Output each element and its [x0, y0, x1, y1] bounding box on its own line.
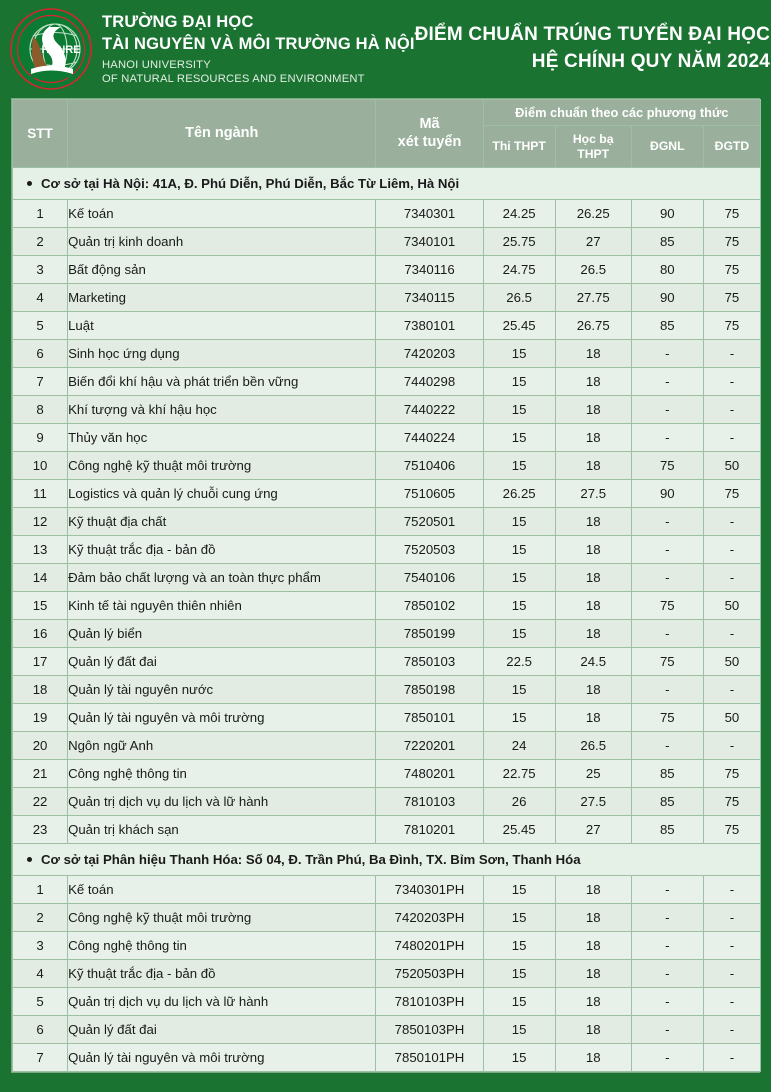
row-admission-code: 7850198: [376, 676, 483, 704]
row-index: 12: [13, 508, 68, 536]
row-admission-code: 7520503PH: [376, 960, 483, 988]
row-score-hoc-ba: 26.75: [555, 312, 631, 340]
row-score-thi-thpt: 15: [483, 452, 555, 480]
row-score-dgtd: 75: [703, 816, 760, 844]
row-score-hoc-ba: 18: [555, 704, 631, 732]
row-score-dgtd: -: [703, 536, 760, 564]
row-index: 4: [13, 960, 68, 988]
row-admission-code: 7480201PH: [376, 932, 483, 960]
table-row: [13, 312, 761, 340]
row-score-thi-thpt: 24: [483, 732, 555, 760]
row-score-dgnl: -: [631, 620, 703, 648]
row-score-thi-thpt: 15: [483, 988, 555, 1016]
col-header-dgnl: ĐGNL: [631, 126, 703, 168]
table-row: [13, 932, 761, 960]
col-header-hoc-ba-line1: Học bạ: [572, 132, 614, 147]
campus-section-label: [13, 168, 761, 200]
row-admission-code: 7420203PH: [376, 904, 483, 932]
row-major-name: Quản trị khách sạn: [68, 816, 376, 844]
row-score-dgtd: -: [703, 620, 760, 648]
university-line-1: TRƯỜNG ĐẠI HỌC: [102, 13, 254, 32]
row-major-name: Khí tượng và khí hậu học: [68, 396, 376, 424]
row-score-dgtd: -: [703, 368, 760, 396]
row-score-thi-thpt: 15: [483, 932, 555, 960]
table-row: [13, 788, 761, 816]
university-subtitle-1: HANOI UNIVERSITY: [102, 58, 211, 71]
row-score-thi-thpt: 15: [483, 1044, 555, 1072]
row-score-hoc-ba: 18: [555, 676, 631, 704]
row-score-dgtd: 50: [703, 648, 760, 676]
row-score-dgnl: 85: [631, 312, 703, 340]
col-header-admission-code-line1: Mã: [419, 116, 440, 133]
row-score-dgtd: -: [703, 876, 760, 904]
scores-table-container: [11, 98, 760, 1073]
table-row: [13, 704, 761, 732]
row-score-dgnl: -: [631, 564, 703, 592]
row-major-name: Quản lý tài nguyên nước: [68, 676, 376, 704]
campus-section-row: [13, 168, 761, 200]
table-row: [13, 988, 761, 1016]
row-index: 3: [13, 932, 68, 960]
row-score-hoc-ba: 18: [555, 1044, 631, 1072]
row-admission-code: 7850101PH: [376, 1044, 483, 1072]
row-admission-code: 7340101: [376, 228, 483, 256]
row-score-dgnl: -: [631, 508, 703, 536]
campus-section-row: [13, 844, 761, 876]
table-header-row-1: [13, 100, 761, 126]
table-row: [13, 284, 761, 312]
row-score-thi-thpt: 15: [483, 904, 555, 932]
table-row: [13, 960, 761, 988]
row-score-dgnl: 90: [631, 480, 703, 508]
campus-section-text: Cơ sở tại Hà Nội: 41A, Đ. Phú Diễn, Phú Diễn, Bắc Từ Liêm, Hà Nội: [41, 176, 460, 191]
row-admission-code: 7440222: [376, 396, 483, 424]
table-row: [13, 508, 761, 536]
row-score-hoc-ba: 18: [555, 564, 631, 592]
row-score-thi-thpt: 15: [483, 876, 555, 904]
row-score-hoc-ba: 18: [555, 340, 631, 368]
row-index: 3: [13, 256, 68, 284]
row-admission-code: 7480201: [376, 760, 483, 788]
row-score-dgnl: -: [631, 368, 703, 396]
row-index: 4: [13, 284, 68, 312]
row-index: 14: [13, 564, 68, 592]
row-index: 7: [13, 1044, 68, 1072]
table-row: [13, 1016, 761, 1044]
row-score-dgtd: -: [703, 564, 760, 592]
table-row: [13, 676, 761, 704]
row-index: 2: [13, 228, 68, 256]
row-admission-code: 7850103: [376, 648, 483, 676]
row-index: 9: [13, 424, 68, 452]
table-row: [13, 228, 761, 256]
university-line-2: TÀI NGUYÊN VÀ MÔI TRƯỜNG HÀ NỘI: [102, 34, 415, 53]
university-name-block: [102, 12, 415, 85]
row-index: 5: [13, 312, 68, 340]
page-title-line-2: HỆ CHÍNH QUY NĂM 2024: [531, 51, 771, 72]
row-admission-code: 7440224: [376, 424, 483, 452]
row-score-thi-thpt: 15: [483, 340, 555, 368]
row-score-dgnl: 90: [631, 284, 703, 312]
row-index: 10: [13, 452, 68, 480]
col-header-hoc-ba-line2: THPT: [577, 146, 610, 161]
table-body: [13, 168, 761, 1072]
col-header-thi-thpt: Thi THPT: [483, 126, 555, 168]
row-major-name: Công nghệ thông tin: [68, 932, 376, 960]
campus-section-text: Cơ sở tại Phân hiệu Thanh Hóa: Số 04, Đ. Trần Phú, Ba Đình, TX. Bỉm Sơn, Thanh Hóa: [41, 852, 581, 867]
row-score-thi-thpt: 25.45: [483, 312, 555, 340]
row-major-name: Kinh tế tài nguyên thiên nhiên: [68, 592, 376, 620]
row-admission-code: 7340301PH: [376, 876, 483, 904]
row-score-hoc-ba: 26.25: [555, 200, 631, 228]
row-score-dgnl: 85: [631, 816, 703, 844]
row-score-thi-thpt: 15: [483, 536, 555, 564]
row-score-dgtd: 50: [703, 592, 760, 620]
row-admission-code: 7520503: [376, 536, 483, 564]
row-major-name: Công nghệ kỹ thuật môi trường: [68, 452, 376, 480]
table-row: [13, 592, 761, 620]
row-score-dgtd: 75: [703, 284, 760, 312]
table-row: [13, 424, 761, 452]
row-score-dgtd: 50: [703, 704, 760, 732]
row-score-dgtd: 75: [703, 200, 760, 228]
row-score-dgtd: 75: [703, 228, 760, 256]
row-major-name: Kỹ thuật địa chất: [68, 508, 376, 536]
row-admission-code: 7810201: [376, 816, 483, 844]
row-index: 6: [13, 1016, 68, 1044]
row-score-thi-thpt: 15: [483, 592, 555, 620]
row-score-dgnl: -: [631, 932, 703, 960]
row-admission-code: 7850103PH: [376, 1016, 483, 1044]
row-score-thi-thpt: 15: [483, 1016, 555, 1044]
row-score-dgtd: 75: [703, 256, 760, 284]
row-major-name: Kỹ thuật trắc địa - bản đồ: [68, 536, 376, 564]
table-row: [13, 876, 761, 904]
row-score-dgnl: -: [631, 676, 703, 704]
row-major-name: Biến đổi khí hậu và phát triển bền vững: [68, 368, 376, 396]
row-score-thi-thpt: 22.5: [483, 648, 555, 676]
row-index: 13: [13, 536, 68, 564]
row-major-name: Kế toán: [68, 876, 376, 904]
row-score-thi-thpt: 26: [483, 788, 555, 816]
row-score-hoc-ba: 18: [555, 932, 631, 960]
row-index: 7: [13, 368, 68, 396]
row-major-name: Quản trị dịch vụ du lịch và lữ hành: [68, 988, 376, 1016]
row-score-thi-thpt: 15: [483, 368, 555, 396]
table-row: [13, 368, 761, 396]
row-score-hoc-ba: 18: [555, 988, 631, 1016]
row-score-hoc-ba: 24.5: [555, 648, 631, 676]
row-admission-code: 7440298: [376, 368, 483, 396]
col-header-dgtd: ĐGTD: [703, 126, 760, 168]
table-row: [13, 564, 761, 592]
page-header: [0, 0, 771, 98]
row-admission-code: 7340115: [376, 284, 483, 312]
table-row: [13, 396, 761, 424]
row-score-thi-thpt: 25.45: [483, 816, 555, 844]
row-score-hoc-ba: 27.5: [555, 788, 631, 816]
row-index: 6: [13, 340, 68, 368]
row-admission-code: 7380101: [376, 312, 483, 340]
row-score-thi-thpt: 15: [483, 424, 555, 452]
row-score-dgtd: 75: [703, 788, 760, 816]
table-row: [13, 620, 761, 648]
row-major-name: Thủy văn học: [68, 424, 376, 452]
hunre-logo-icon: [9, 7, 93, 91]
university-subtitle-2: OF NATURAL RESOURCES AND ENVIRONMENT: [102, 72, 365, 85]
row-score-dgnl: -: [631, 1044, 703, 1072]
row-score-dgtd: 50: [703, 452, 760, 480]
page-title: [415, 22, 771, 76]
row-score-dgtd: -: [703, 932, 760, 960]
row-score-thi-thpt: 15: [483, 508, 555, 536]
row-score-hoc-ba: 18: [555, 508, 631, 536]
row-score-dgnl: 85: [631, 788, 703, 816]
row-admission-code: 7810103PH: [376, 988, 483, 1016]
row-score-hoc-ba: 18: [555, 368, 631, 396]
row-score-hoc-ba: 18: [555, 620, 631, 648]
row-major-name: Logistics và quản lý chuỗi cung ứng: [68, 480, 376, 508]
row-index: 23: [13, 816, 68, 844]
table-row: [13, 904, 761, 932]
row-major-name: Luật: [68, 312, 376, 340]
row-major-name: Quản lý đất đai: [68, 648, 376, 676]
row-index: 22: [13, 788, 68, 816]
row-admission-code: 7340116: [376, 256, 483, 284]
row-score-dgtd: -: [703, 904, 760, 932]
row-admission-code: 7810103: [376, 788, 483, 816]
row-score-thi-thpt: 15: [483, 564, 555, 592]
row-score-dgtd: -: [703, 1044, 760, 1072]
row-index: 8: [13, 396, 68, 424]
row-major-name: Quản lý đất đai: [68, 1016, 376, 1044]
row-score-dgtd: -: [703, 676, 760, 704]
table-row: [13, 480, 761, 508]
table-row: [13, 760, 761, 788]
row-admission-code: 7420203: [376, 340, 483, 368]
admission-scores-table: [12, 99, 761, 1072]
row-score-thi-thpt: 24.75: [483, 256, 555, 284]
row-score-hoc-ba: 27.75: [555, 284, 631, 312]
row-score-hoc-ba: 27: [555, 816, 631, 844]
bullet-icon: [27, 857, 32, 862]
row-index: 1: [13, 876, 68, 904]
row-score-dgnl: 75: [631, 452, 703, 480]
row-admission-code: 7850102: [376, 592, 483, 620]
hunre-logo: [8, 6, 94, 92]
row-score-dgnl: -: [631, 904, 703, 932]
row-index: 20: [13, 732, 68, 760]
row-score-dgnl: -: [631, 988, 703, 1016]
row-score-dgnl: 90: [631, 200, 703, 228]
row-score-dgtd: 75: [703, 760, 760, 788]
row-index: 16: [13, 620, 68, 648]
row-score-thi-thpt: 26.5: [483, 284, 555, 312]
bullet-icon: [27, 181, 32, 186]
row-score-hoc-ba: 18: [555, 536, 631, 564]
row-score-dgnl: 75: [631, 704, 703, 732]
row-score-hoc-ba: 27: [555, 228, 631, 256]
col-header-hoc-ba-thpt: [555, 126, 631, 168]
row-major-name: Quản lý biển: [68, 620, 376, 648]
row-major-name: Đảm bảo chất lượng và an toàn thực phẩm: [68, 564, 376, 592]
row-major-name: Quản lý tài nguyên và môi trường: [68, 704, 376, 732]
row-major-name: Bất động sản: [68, 256, 376, 284]
row-score-dgnl: 75: [631, 648, 703, 676]
row-score-dgnl: 75: [631, 592, 703, 620]
row-index: 21: [13, 760, 68, 788]
row-score-dgnl: -: [631, 424, 703, 452]
row-admission-code: 7510406: [376, 452, 483, 480]
col-header-major-name: Tên ngành: [68, 100, 376, 168]
row-major-name: Quản trị kinh doanh: [68, 228, 376, 256]
table-row: [13, 452, 761, 480]
row-admission-code: 7520501: [376, 508, 483, 536]
row-major-name: Kế toán: [68, 200, 376, 228]
row-score-dgtd: -: [703, 732, 760, 760]
table-head: [13, 100, 761, 168]
page-title-line-1: ĐIỂM CHUẨN TRÚNG TUYỂN ĐẠI HỌC: [414, 24, 771, 46]
row-score-thi-thpt: 26.25: [483, 480, 555, 508]
row-score-dgtd: -: [703, 988, 760, 1016]
row-score-hoc-ba: 18: [555, 424, 631, 452]
row-index: 11: [13, 480, 68, 508]
table-row: [13, 340, 761, 368]
row-index: 2: [13, 904, 68, 932]
col-header-stt: STT: [13, 100, 68, 168]
row-major-name: Quản lý tài nguyên và môi trường: [68, 1044, 376, 1072]
col-header-methods-group: Điểm chuẩn theo các phương thức: [483, 100, 760, 126]
row-score-dgtd: 75: [703, 480, 760, 508]
row-score-hoc-ba: 27.5: [555, 480, 631, 508]
row-admission-code: 7510605: [376, 480, 483, 508]
row-score-hoc-ba: 18: [555, 904, 631, 932]
row-index: 18: [13, 676, 68, 704]
row-major-name: Kỹ thuật trắc địa - bản đồ: [68, 960, 376, 988]
row-score-dgtd: -: [703, 424, 760, 452]
table-row: [13, 1044, 761, 1072]
row-score-thi-thpt: 25.75: [483, 228, 555, 256]
row-score-dgnl: -: [631, 876, 703, 904]
row-score-hoc-ba: 18: [555, 396, 631, 424]
row-admission-code: 7540106: [376, 564, 483, 592]
table-row: [13, 536, 761, 564]
row-score-dgnl: 85: [631, 760, 703, 788]
row-score-dgnl: -: [631, 1016, 703, 1044]
row-major-name: Quản trị dịch vụ du lịch và lữ hành: [68, 788, 376, 816]
row-score-hoc-ba: 26.5: [555, 732, 631, 760]
col-header-admission-code: [376, 100, 483, 168]
row-score-dgnl: -: [631, 340, 703, 368]
row-score-thi-thpt: 22.75: [483, 760, 555, 788]
row-score-hoc-ba: 18: [555, 960, 631, 988]
table-row: [13, 648, 761, 676]
row-score-thi-thpt: 15: [483, 704, 555, 732]
col-header-admission-code-line2: xét tuyển: [397, 133, 462, 150]
row-major-name: Công nghệ kỹ thuật môi trường: [68, 904, 376, 932]
row-score-hoc-ba: 18: [555, 1016, 631, 1044]
row-score-dgnl: -: [631, 396, 703, 424]
row-index: 17: [13, 648, 68, 676]
row-index: 5: [13, 988, 68, 1016]
row-score-thi-thpt: 15: [483, 620, 555, 648]
row-score-thi-thpt: 15: [483, 676, 555, 704]
row-score-dgnl: -: [631, 732, 703, 760]
row-index: 15: [13, 592, 68, 620]
row-score-dgtd: -: [703, 340, 760, 368]
row-score-hoc-ba: 18: [555, 592, 631, 620]
row-score-hoc-ba: 18: [555, 452, 631, 480]
row-score-dgnl: -: [631, 536, 703, 564]
row-score-dgtd: -: [703, 396, 760, 424]
row-admission-code: 7850101: [376, 704, 483, 732]
row-major-name: Sinh học ứng dụng: [68, 340, 376, 368]
row-index: 1: [13, 200, 68, 228]
table-row: [13, 816, 761, 844]
row-index: 19: [13, 704, 68, 732]
row-admission-code: 7850199: [376, 620, 483, 648]
row-score-dgnl: -: [631, 960, 703, 988]
row-score-dgtd: -: [703, 1016, 760, 1044]
row-score-thi-thpt: 15: [483, 396, 555, 424]
table-row: [13, 256, 761, 284]
row-score-dgnl: 85: [631, 228, 703, 256]
row-major-name: Ngôn ngữ Anh: [68, 732, 376, 760]
row-score-thi-thpt: 24.25: [483, 200, 555, 228]
row-score-dgnl: 80: [631, 256, 703, 284]
row-score-hoc-ba: 25: [555, 760, 631, 788]
row-major-name: Công nghệ thông tin: [68, 760, 376, 788]
row-score-hoc-ba: 18: [555, 876, 631, 904]
logo-wordmark: HUNRE: [41, 44, 81, 56]
row-score-dgtd: -: [703, 508, 760, 536]
row-score-dgtd: 75: [703, 312, 760, 340]
row-score-hoc-ba: 26.5: [555, 256, 631, 284]
table-row: [13, 732, 761, 760]
row-admission-code: 7220201: [376, 732, 483, 760]
row-admission-code: 7340301: [376, 200, 483, 228]
row-score-dgtd: -: [703, 960, 760, 988]
row-score-thi-thpt: 15: [483, 960, 555, 988]
campus-section-label: [13, 844, 761, 876]
table-row: [13, 200, 761, 228]
row-major-name: Marketing: [68, 284, 376, 312]
